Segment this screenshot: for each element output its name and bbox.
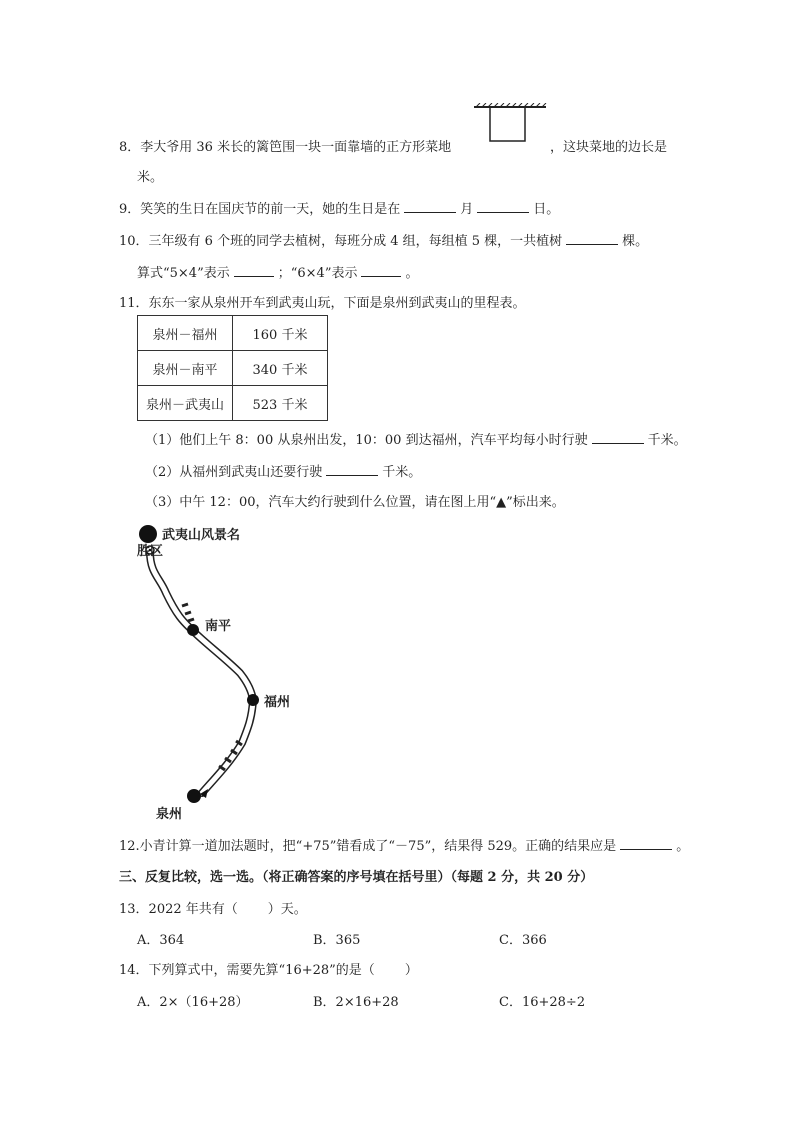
table-cell-route: 泉州－武夷山 <box>138 386 233 421</box>
map-label-wuyishan-1: 武夷山风景名 <box>162 528 241 543</box>
q14-option-b[interactable]: B．2×16+28 <box>313 995 399 1010</box>
road-fill <box>150 552 253 793</box>
q8-prefix: 8．李大爷用 36 米长的篱笆围一块一面靠墙的正方形菜地 <box>119 140 452 155</box>
q8-line2 <box>137 166 163 185</box>
map-label-nanping: 南平 <box>205 619 232 634</box>
table-cell-distance: 160 千米 <box>233 316 328 351</box>
q10-line2c: 。 <box>405 266 419 281</box>
q8-suffix-line <box>550 136 667 155</box>
q11-sub2a: （2）从福州到武夷山还要行驶 <box>145 465 323 480</box>
q11-sub3-text: （3）中午 12：00，汽车大约行驶到什么位置，请在图上用“▲”标出来。 <box>145 495 565 510</box>
q10-line1a: 10．三年级有 6 个班的同学去植树，每班分成 4 组，每组植 5 棵，一共植树 <box>119 234 563 249</box>
q10-line2a: 算式“5×4”表示 <box>137 266 230 281</box>
q11-speed-blank[interactable] <box>592 431 644 444</box>
q10-line2b: ；“6×4”表示 <box>277 266 358 281</box>
q11-intro-text: 11．东东一家从泉州开车到武夷山玩，下面是泉州到武夷山的里程表。 <box>119 296 526 311</box>
q12-text-b: 。 <box>676 839 690 854</box>
q11-sub2b: 千米。 <box>382 465 422 480</box>
q9-text1: 9．笑笑的生日在国庆节的前一天，她的生日是在 <box>119 202 401 217</box>
map-label-wuyishan-2: 胜区 <box>137 544 164 559</box>
q14-text-a: 14．下列算式中，需要先算“16+28”的是（ <box>119 963 375 978</box>
section-3-heading: 三、反复比较，选一选。（将正确答案的序号填在括号里）（每题 2 分，共 20 分） <box>119 870 594 885</box>
wall-square-figure <box>472 103 548 147</box>
q8-line2-text: 米。 <box>137 170 164 185</box>
q14-option-c[interactable]: C．16+28÷2 <box>499 995 586 1010</box>
distance-table <box>137 315 328 421</box>
q10-blank-2[interactable] <box>361 264 401 277</box>
q14-stem <box>119 959 418 978</box>
q11-sub1 <box>145 429 687 448</box>
q11-sub1b: 千米。 <box>647 433 687 448</box>
route-map[interactable] <box>130 518 310 818</box>
q11-sub3 <box>145 491 565 510</box>
q9-text3: 日。 <box>533 202 560 217</box>
q11-sub2 <box>145 461 421 480</box>
table-row <box>138 351 328 386</box>
q10-line1 <box>119 230 648 249</box>
q12-line <box>119 835 689 854</box>
table-cell-distance: 340 千米 <box>233 351 328 386</box>
q9-day-blank[interactable] <box>477 200 529 213</box>
table-row <box>138 316 328 351</box>
table-cell-route: 泉州－南平 <box>138 351 233 386</box>
q12-text-a: 12.小青计算一道加法题时，把“+75”错看成了“－75”，结果得 529。正确的结果应是 <box>119 839 617 854</box>
quanzhou-dot <box>187 789 201 803</box>
q13-option-b[interactable]: B．365 <box>313 933 361 948</box>
table-cell-distance: 523 千米 <box>233 386 328 421</box>
fuzhou-dot <box>247 694 259 706</box>
q10-blank-1[interactable] <box>234 264 274 277</box>
q13-stem <box>119 898 307 917</box>
q9-line <box>119 198 559 217</box>
q10-line1b: 棵。 <box>622 234 649 249</box>
q13-text-b: ）天。 <box>267 902 307 917</box>
q11-intro <box>119 292 526 311</box>
q13-option-c[interactable]: C．366 <box>499 933 547 948</box>
map-label-fuzhou: 福州 <box>264 695 291 710</box>
q8-line1 <box>119 136 451 155</box>
q13-option-a[interactable]: A．364 <box>137 933 185 948</box>
q8-suffix: ，这块菜地的边长是 <box>550 140 668 155</box>
q9-month-blank[interactable] <box>404 200 456 213</box>
q12-answer-blank[interactable] <box>620 837 672 850</box>
table-cell-route: 泉州－福州 <box>138 316 233 351</box>
q10-line2 <box>137 262 418 281</box>
q11-distance-blank[interactable] <box>326 463 378 476</box>
map-label-quanzhou: 泉州 <box>156 807 183 822</box>
q13-text-a: 13．2022 年共有（ <box>119 902 238 917</box>
q11-sub1a: （1）他们上午 8：00 从泉州出发，10：00 到达福州，汽车平均每小时行驶 <box>145 433 588 448</box>
q9-text2: 月 <box>460 202 474 217</box>
q14-text-b: ） <box>404 963 418 978</box>
table-row <box>138 386 328 421</box>
q14-option-a[interactable]: A．2×（16+28） <box>137 995 249 1010</box>
q10-total-blank[interactable] <box>566 232 618 245</box>
nanping-dot <box>187 624 199 636</box>
